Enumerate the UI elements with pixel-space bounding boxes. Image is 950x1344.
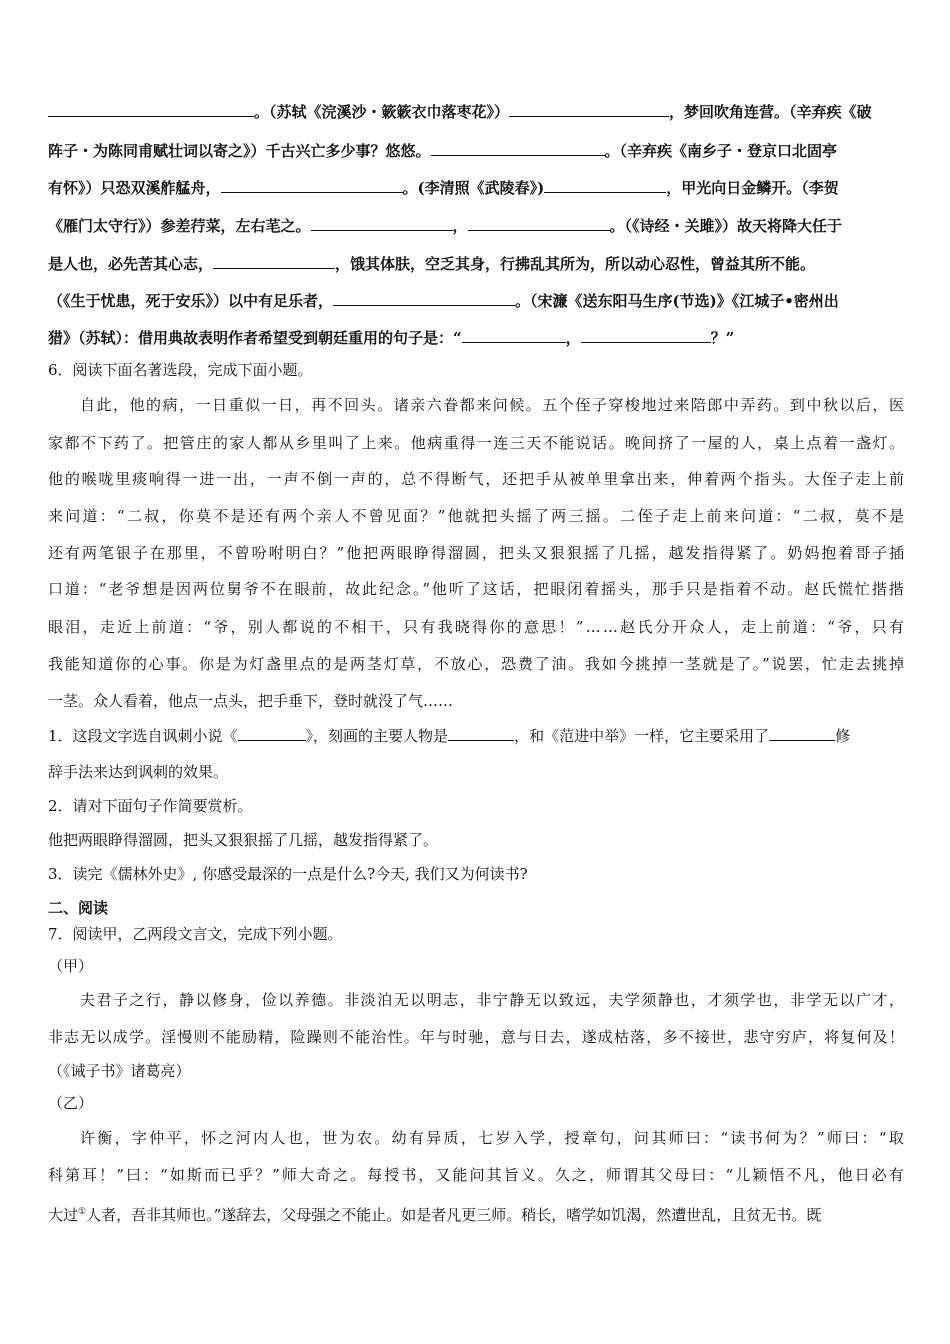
q6-sub1 <box>48 725 850 746</box>
answer-blank[interactable] <box>221 177 403 193</box>
passage-line: 他的喉咙里痰响得一进一出，一声不倒一声的，总不得断气，还把手从被单里拿出来，伸着两个指头。大侄子走上前 <box>48 470 906 488</box>
poetry-line <box>48 101 872 122</box>
poetry-line <box>48 253 815 274</box>
poetry-line <box>48 290 839 311</box>
poetry-text: ，甲光向日金鳞开。（李贺 <box>666 179 839 197</box>
answer-blank[interactable] <box>544 177 666 193</box>
q6-sub1-text-d: 修 <box>835 727 851 745</box>
poetry-line <box>48 177 839 198</box>
answer-blank[interactable] <box>238 725 306 741</box>
yi-text: 人者，吾非其师也。”遂辞去，父母强之不能止。如是者凡更三师。稍长，嗜学如饥渴，然遭世乱，且贫无书。既 <box>86 1206 822 1224</box>
answer-blank[interactable] <box>581 327 711 343</box>
q7-title: 7．阅读甲，乙两段文言文，完成下列小题。 <box>48 925 343 943</box>
answer-blank[interactable] <box>462 327 566 343</box>
poetry-line <box>48 140 837 161</box>
yi-passage-line: 科第耳！”曰：“如斯而已乎？”师大奇之。每授书，又能问其旨义。久之，师谓其父母曰：“儿颖悟不凡，他日必有 <box>48 1166 906 1184</box>
answer-blank[interactable] <box>468 215 610 231</box>
yi-passage-line <box>48 1202 821 1225</box>
jia-passage-line: （《诫子书》诸葛亮） <box>48 1062 191 1080</box>
q6-sub2-quote: 他把两眼睁得溜圆，把头又狠狠摇了几摇，越发指得紧了。 <box>48 831 439 849</box>
q6-sub2: 2．请对下面句子作简要赏析。 <box>48 797 253 815</box>
poetry-text: 有怀》）只恐双溪舴艋舟， <box>48 179 221 197</box>
answer-blank[interactable] <box>769 725 835 741</box>
section-heading: 二、阅读 <box>48 899 109 917</box>
passage-line: 我能知道你的心事。你是为灯盏里点的是两茎灯草，不放心，恐费了油。我如今挑掉一茎就是了。”说罢，忙走去挑掉 <box>48 655 906 673</box>
yi-passage-line: 许衡，字仲平，怀之河内人也，世为农。幼有异质，七岁入学，授章句，问其师曰：“读书何为？”师曰：“取 <box>80 1129 907 1147</box>
poetry-text: 。（苏轼《浣溪沙・簌簌衣巾落枣花》） <box>254 103 510 121</box>
poetry-text: ？” <box>710 329 735 347</box>
jia-label: （甲） <box>48 957 94 975</box>
q6-sub1-cont: 辞手法来达到讽刺的效果。 <box>48 763 229 781</box>
q6-sub1-text-a: 1．这段文字选自讽刺小说《 <box>48 727 238 745</box>
poetry-text: 猎》（苏轼）：借用典故表明作者希望受到朝廷重用的句子是：“ <box>48 329 462 347</box>
q6-sub1-text-c: ，和《范进中举》一样，它主要采用了 <box>514 727 770 745</box>
passage-line: 眼泪，走近上前道：“爷，别人都说的不相干，只有我晓得你的意思！”……赵氏分开众人，走上前道：“爷，只有 <box>48 618 907 636</box>
jia-passage-line: 夫君子之行，静以修身，俭以养德。非淡泊无以明志，非宁静无以致远，夫学须静也，才须学也，非学无以广才， <box>80 991 906 1009</box>
footnote-marker: ① <box>78 1207 87 1217</box>
poetry-text: ，梦回吹角连营。（辛弃疾《破 <box>669 103 872 121</box>
poetry-text: 阵子・为陈同甫赋壮词以寄之》）千古兴亡多少事？悠悠。 <box>48 142 431 160</box>
poetry-text: 。（辛弃疾《南乡子・登京口北固亭 <box>604 142 838 160</box>
poetry-text: （《生于忧患，死于安乐》）以中有足乐者， <box>48 292 334 310</box>
jia-passage-line: 非志无以成学。淫慢则不能励精，险躁则不能治性。年与时驰，意与日去，遂成枯落，多不接世，悲守穷庐，将复何及！ <box>48 1028 906 1046</box>
passage-line: 家都不下药了。把管庄的家人都从乡里叫了上来。他病重得一连三天不能说话。晚间挤了一屋的人，桌上点着一盏灯。 <box>48 434 906 452</box>
answer-blank[interactable] <box>333 290 515 306</box>
poetry-text: 《雁门太守行》）参差荇菜，左右芼之。 <box>48 217 311 235</box>
q6-sub3: 3．读完《儒林外史》, 你感受最深的一点是什么?今天, 我们又为何读书? <box>48 865 528 883</box>
answer-blank[interactable] <box>213 253 335 269</box>
poetry-text: ，饿其体肤，空乏其身，行拂乱其所为，所以动心忍性，曾益其所不能。 <box>335 255 816 273</box>
passage-line: 来问道：“二叔，你莫不是还有两个亲人不曾见面？”他就把头摇了两三摇。二侄子走上前来问道：“二叔，莫不是 <box>48 507 907 525</box>
yi-label: （乙） <box>48 1094 94 1112</box>
poetry-text: 。(李清照《武陵春》) <box>402 179 545 197</box>
answer-blank[interactable] <box>448 725 514 741</box>
passage-line: 还有两笔银子在那里，不曾吩咐明白？”他把两眼睁得溜圆，把头又狠狠摇了几摇，越发指得紧了。奶妈抱着哥子插 <box>48 544 907 562</box>
q6-title: 6．阅读下面名著选段，完成下面小题。 <box>48 361 313 379</box>
passage-line: 一茎。众人看着，他点一点头，把手垂下，登时就没了气…… <box>48 692 454 710</box>
answer-blank[interactable] <box>431 140 605 156</box>
answer-blank[interactable] <box>311 215 453 231</box>
poetry-text: 是人也，必先苦其心志， <box>48 255 214 273</box>
yi-text: 大过 <box>48 1206 79 1224</box>
passage-line: 口道：“老爷想是因两位舅爷不在眼前，故此纪念。”他听了这话，把眼闭着摇头，那手只是指着不动。赵氏慌忙揩揩 <box>48 580 906 598</box>
answer-blank[interactable] <box>509 101 669 117</box>
poetry-text: 。（《诗经・关雎》）故天将降大任于 <box>609 217 843 235</box>
answer-blank[interactable] <box>48 101 254 117</box>
poetry-line <box>48 327 734 348</box>
poetry-text: ， <box>452 217 468 235</box>
poetry-line <box>48 215 842 236</box>
poetry-text: 。（宋濂《送东阳马生序(节选)》《江城子•密州出 <box>515 292 839 310</box>
q6-sub1-text-b: 》，刻画的主要人物是 <box>305 727 449 745</box>
poetry-text: ， <box>565 329 581 347</box>
passage-line: 自此，他的病，一日重似一日，再不回头。诸亲六眷都来问候。五个侄子穿梭地过来陪郎中弄药。到中秋以后，医 <box>80 396 906 414</box>
